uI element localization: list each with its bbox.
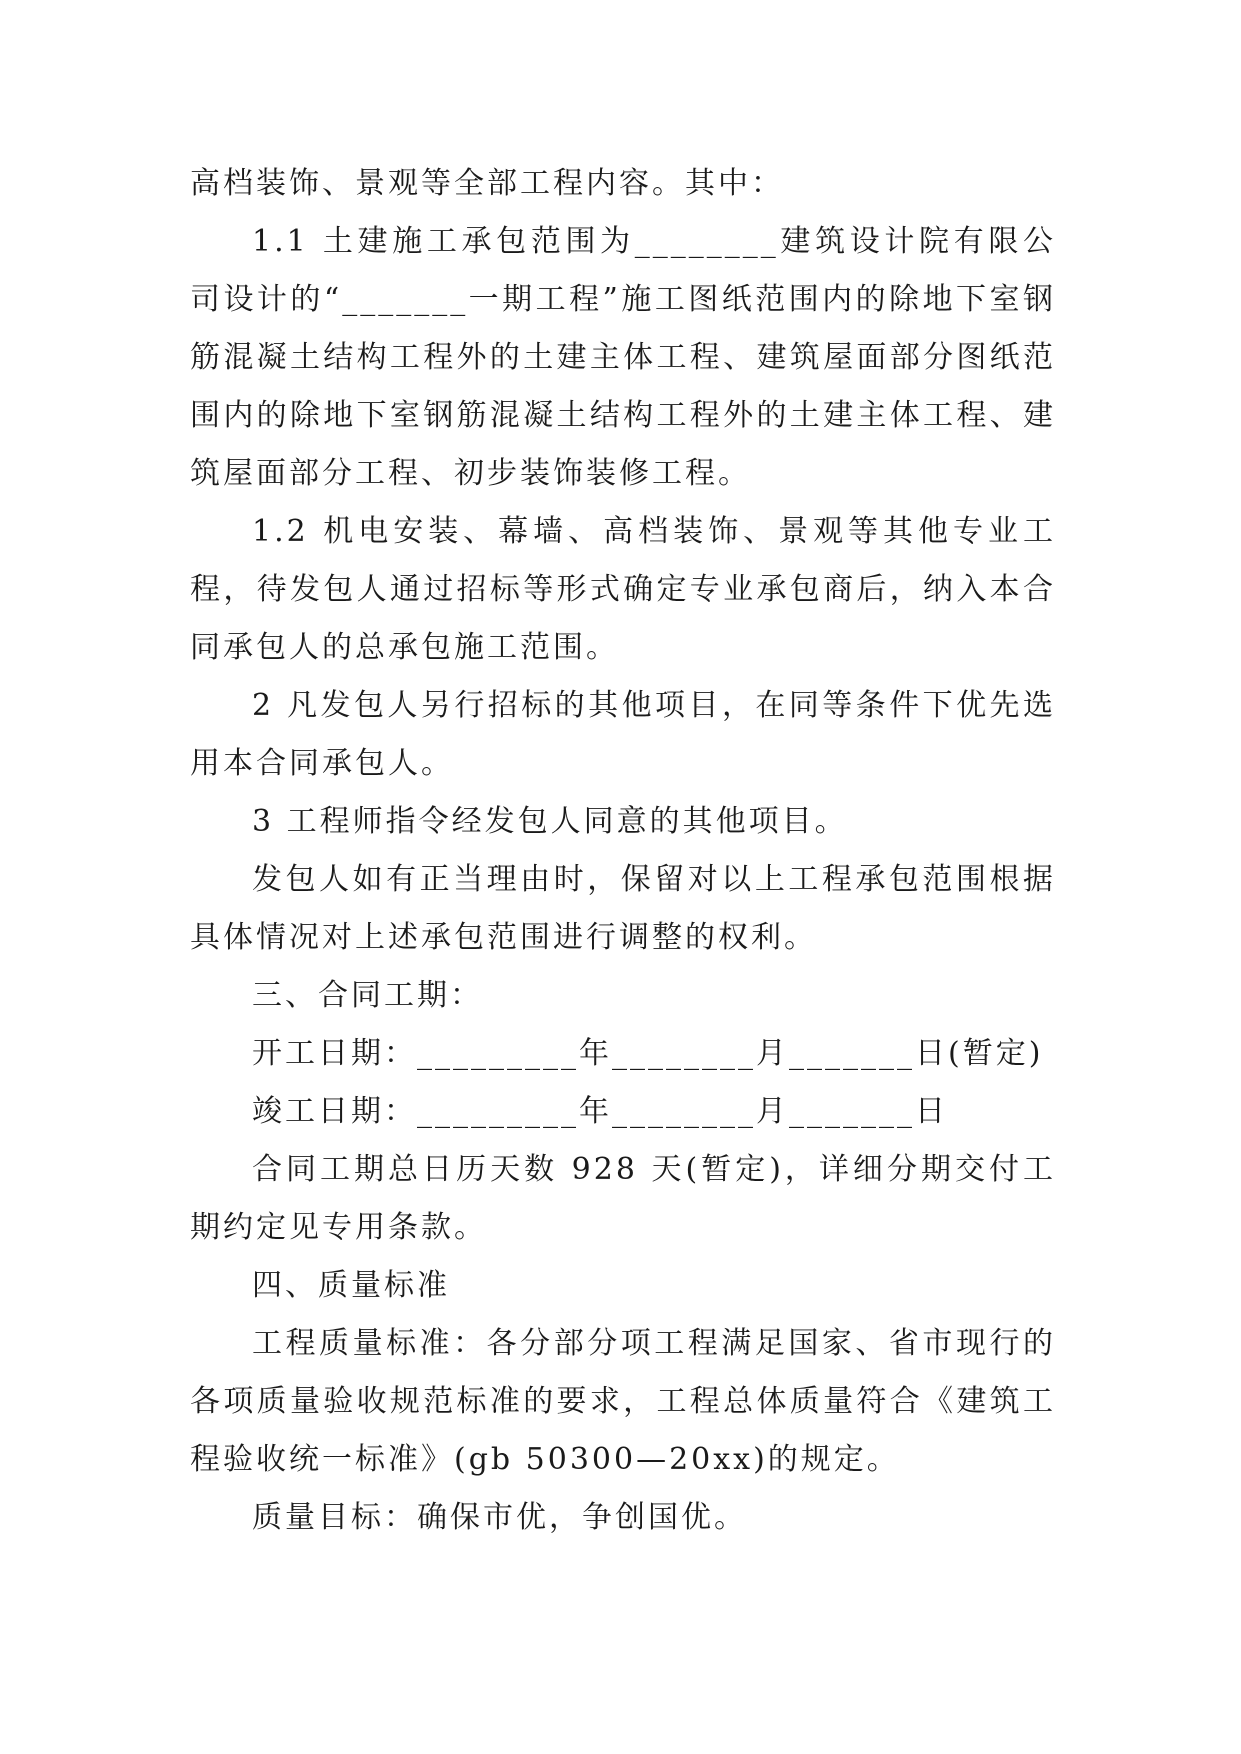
section-heading-quality-standard: 四、质量标准	[252, 1268, 450, 1303]
paragraph-total-days: 合同工期总日历天数 928 天(暂定)，详细分期交付工期约定见专用条款。	[190, 1152, 1056, 1245]
paragraph-clause-1-1: 1.1 土建施工承包范围为________建筑设计院有限公司设计的“_______一期工程”施工图纸范围内的除地下室钢筋混凝土结构工程外的土建主体工程、建筑屋面部分图纸范围内的除地下室钢筋混凝土结构工程外的土建主体工程、建筑屋面部分工程、初步装饰装修工程。	[190, 224, 1056, 491]
paragraph-clause-3: 3 工程师指令经发包人同意的其他项目。	[252, 804, 848, 839]
paragraph: 高档装饰、景观等全部工程内容。其中：	[190, 166, 784, 201]
paragraph-clause-2: 2 凡发包人另行招标的其他项目，在同等条件下优先选用本合同承包人。	[190, 688, 1056, 781]
start-date-line: 开工日期：_________年________月_______日(暂定)	[252, 1036, 1044, 1071]
completion-date-line: 竣工日期：_________年________月_______日	[252, 1094, 948, 1129]
document-body	[190, 155, 1056, 1547]
paragraph-quality-standard: 工程质量标准：各分部分项工程满足国家、省市现行的各项质量验收规范标准的要求，工程总体质量符合《建筑工程验收统一标准》(gb 50300—20xx)的规定。	[190, 1326, 1056, 1477]
section-heading-contract-period: 三、合同工期：	[252, 978, 483, 1013]
paragraph-clause-1-2: 1.2 机电安装、幕墙、高档装饰、景观等其他专业工程，待发包人通过招标等形式确定专业承包商后，纳入本合同承包人的总承包施工范围。	[190, 514, 1056, 665]
paragraph-adjustment-right: 发包人如有正当理由时，保留对以上工程承包范围根据具体情况对上述承包范围进行调整的权利。	[190, 862, 1056, 955]
paragraph-quality-target: 质量目标：确保市优，争创国优。	[252, 1500, 747, 1535]
